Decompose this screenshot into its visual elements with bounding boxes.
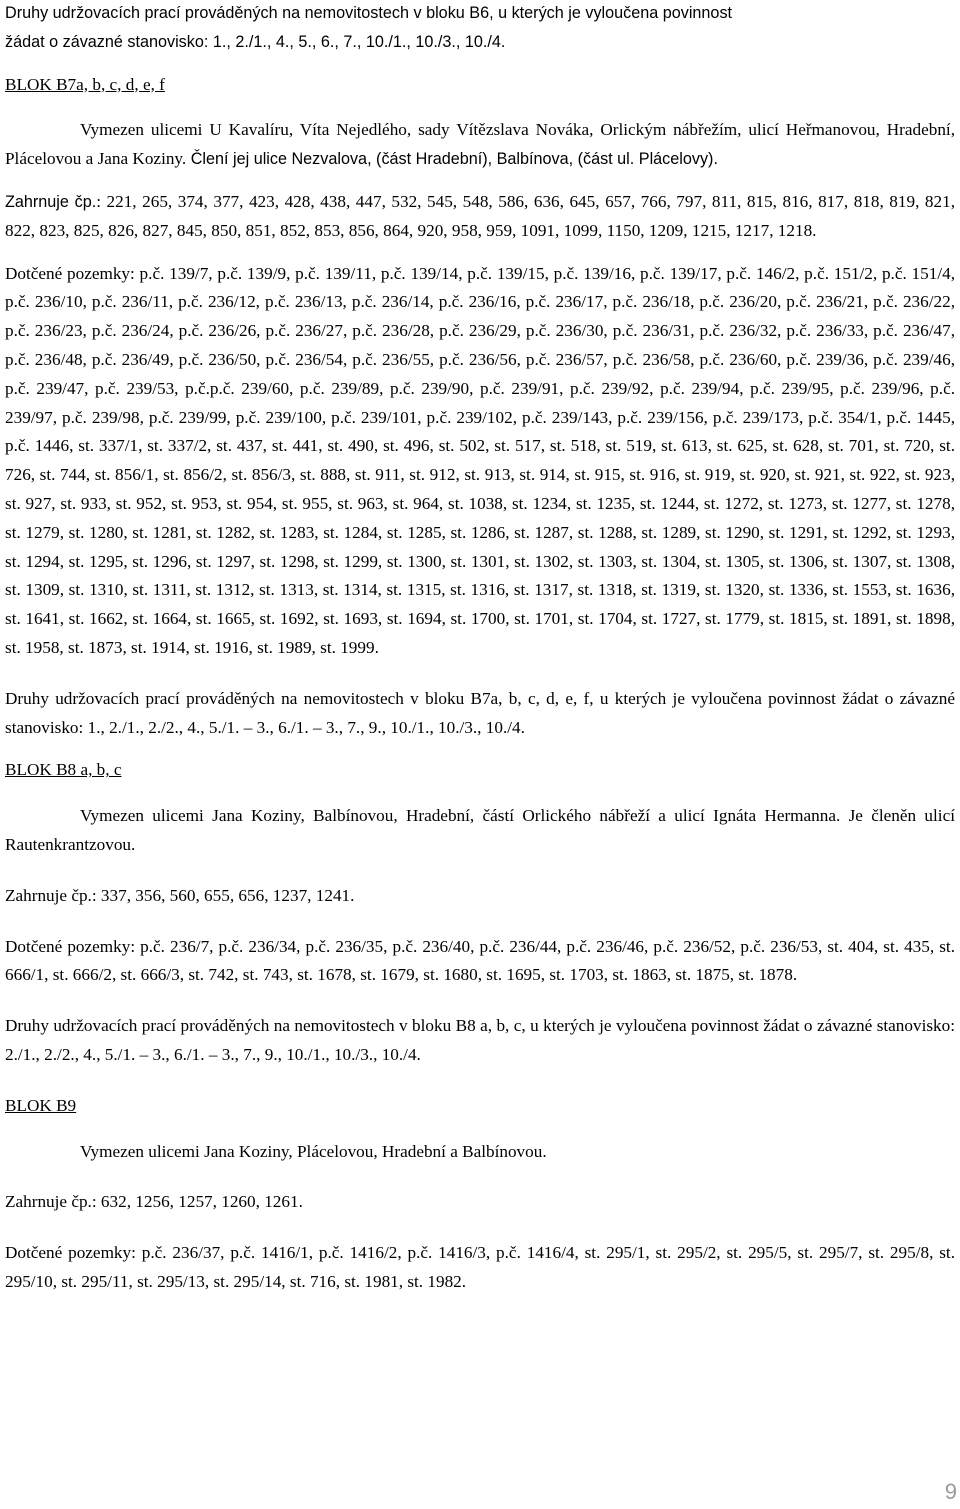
block-b9-heading: BLOK B9 — [5, 1095, 77, 1115]
b7-includes-list: : 221, 265, 374, 377, 423, 428, 438, 447, 532, 545, 548, 586, 636, 645, 657, 766, 797, 811, 815, 816, 817, 818, 819, 821, 822, 823, 825, 826, 827, 845, 850, 851, 852, 853, 856, 864, 920, 958, 959, 1091, 1099, 1150, 1209, 1215, 1217, 1218. — [5, 191, 955, 240]
block-b8-heading: BLOK B8 a, b, c — [5, 760, 122, 780]
block-b7-heading: BLOK B7a, b, c, d, e, f — [5, 74, 165, 94]
document-page — [5, 0, 955, 1297]
b8-parcels-paragraph: Dotčené pozemky: p.č. 236/7, p.č. 236/34, p.č. 236/35, p.č. 236/40, p.č. 236/44, p.č. 236/46, p.č. 236/52, p.č. 236/53, st. 404, st. 435, st. 666/1, st. 666/2, st. 666/3, st. 742, st. 743, st. 1678, st. 1679, st. 1680, st. 1695, st. 1703, st. 1863, st. 1875, st. 1878. — [5, 936, 955, 985]
b7-boundary-paragraph — [5, 116, 955, 174]
b6-works-line-1: Druhy udržovacích prací prováděných na nemovitostech v bloku B6, u kterých je vyloučena povinnost — [5, 4, 733, 22]
b9-boundary-paragraph: Vymezen ulicemi Jana Koziny, Plácelovou, Hradební a Balbínovou. — [80, 1141, 547, 1161]
b7-includes-label: Zahrnuje čp. — [5, 192, 97, 211]
b7-includes-paragraph — [5, 188, 955, 246]
b7-division-text: Člení jej ulice Nezvalova, (část Hradební), Balbínova, (část ul. Plácelovy). — [186, 150, 718, 169]
b8-boundary-paragraph: Vymezen ulicemi Jana Koziny, Balbínovou, Hradební, částí Orlického nábřeží a ulicí Ignáta Hermanna. Je členěn ulicí Rautenkrantzovou. — [5, 806, 955, 854]
b9-parcels-paragraph: Dotčené pozemky: p.č. 236/37, p.č. 1416/1, p.č. 1416/2, p.č. 1416/3, p.č. 1416/4, st. 295/1, st. 295/2, st. 295/5, st. 295/7, st. 295/8, st. 295/10, st. 295/11, st. 295/13, st. 295/14, st. 716, st. 1981, st. 1982. — [5, 1243, 955, 1291]
b7-works-paragraph: Druhy udržovacích prací prováděných na nemovitostech v bloku B7a, b, c, d, e, f, u kterých je vyloučena povinnost žádat o závazné stanovisko: 1., 2./1., 2./2., 4., 5./1. – 3., 6./1. – 3., 7., 9., 10./1., 10./3., 10./4. — [5, 688, 955, 737]
b7-parcels-paragraph: Dotčené pozemky: p.č. 139/7, p.č. 139/9, p.č. 139/11, p.č. 139/14, p.č. 139/15, p.č. 139/16, p.č. 139/17, p.č. 146/2, p.č. 151/2, p.č. 151/4, p.č. 236/10, p.č. 236/11, p.č. 236/12, p.č. 236/13, p.č. 236/14, p.č. 236/16, p.č. 236/17, p.č. 236/18, p.č. 236/20, p.č. 236/21, p.č. 236/22, p.č. 236/23, p.č. 236/24, p.č. 236/26, p.č. 236/27, p.č. 236/28, p.č. 236/29, p.č. 236/30, p.č. 236/31, p.č. 236/32, p.č. 236/33, p.č. 236/47, p.č. 236/48, p.č. 236/49, p.č. 236/50, p.č. 236/54, p.č. 236/55, p.č. 236/56, p.č. 236/57, p.č. 236/58, p.č. 236/60, p.č. 239/36, p.č. 239/46, p.č. 239/47, p.č. 239/53, p.č.p.č. 239/60, p.č. 239/89, p.č. 239/90, p.č. 239/91, p.č. 239/92, p.č. 239/94, p.č. 239/95, p.č. 239/96, p.č. 239/97, p.č. 239/98, p.č. 239/99, p.č. 239/100, p.č. 239/101, p.č. 239/102, p.č. 239/143, p.č. 239/156, p.č. 239/173, p.č. 354/1, p.č. 1445, p.č. 1446, st. 337/1, st. 337/2, st. 437, st. 441, st. 490, st. 496, st. 502, st. 517, st. 518, st. 519, st. 613, st. 625, st. 628, st. 701, st. 720, st. 726, st. 744, st. 856/1, st. 856/2, st. 856/3, st. 888, st. 911, st. 912, st. 913, st. 914, st. 915, st. 916, st. 919, st. 920, st. 921, st. 922, st. 923, st. 927, st. 933, st. 952, st. 953, st. 954, st. 955, st. 963, st. 964, st. 1038, st. 1234, st. 1235, st. 1244, st. 1272, st. 1273, st. 1277, st. 1278, st. 1279, st. 1280, st. 1281, st. 1282, st. 1283, st. 1284, st. 1285, st. 1286, st. 1287, st. 1288, st. 1289, st. 1290, st. 1291, st. 1292, st. 1293, st. 1294, st. 1295, st. 1296, st. 1297, st. 1298, st. 1299, st. 1300, st. 1301, st. 1302, st. 1303, st. 1304, st. 1305, st. 1306, st. 1307, st. 1308, st. 1309, st. 1310, st. 1311, st. 1312, st. 1313, st. 1314, st. 1315, st. 1316, st. 1317, st. 1318, st. 1319, st. 1320, st. 1336, st. 1553, st. 1636, st. 1641, st. 1662, st. 1664, st. 1665, st. 1692, st. 1693, st. 1694, st. 1700, st. 1701, st. 1704, st. 1727, st. 1779, st. 1815, st. 1891, st. 1898, st. 1958, st. 1873, st. 1914, st. 1916, st. 1989, st. 1999. — [5, 263, 955, 657]
b9-includes-paragraph: Zahrnuje čp.: 632, 1256, 1257, 1260, 1261. — [5, 1192, 303, 1212]
b7-boundary-text: Vymezen ulicemi U Kavalíru, Víta Nejedlého, sady Vítězslava Nováka, Orlickým nábřežím, ulicí Heřmanovou, Hradební, Plácelovou a Jana Koziny. — [5, 120, 955, 169]
b6-works-line-2: žádat o závazné stanovisko: 1., 2./1., 4., 5., 6., 7., 10./1., 10./3., 10./4. — [5, 32, 506, 51]
b8-works-paragraph: Druhy udržovacích prací prováděných na nemovitostech v bloku B8 a, b, c, u kterých je vyloučena povinnost žádat o závazné stanovisko: 2./1., 2./2., 4., 5./1. – 3., 6./1. – 3., 7., 9., 10./1., 10./3., 10./4. — [5, 1016, 955, 1064]
b6-works-paragraph — [5, 0, 955, 57]
page-number: 9 — [944, 1479, 957, 1504]
b8-includes-paragraph: Zahrnuje čp.: 337, 356, 560, 655, 656, 1237, 1241. — [5, 885, 355, 905]
